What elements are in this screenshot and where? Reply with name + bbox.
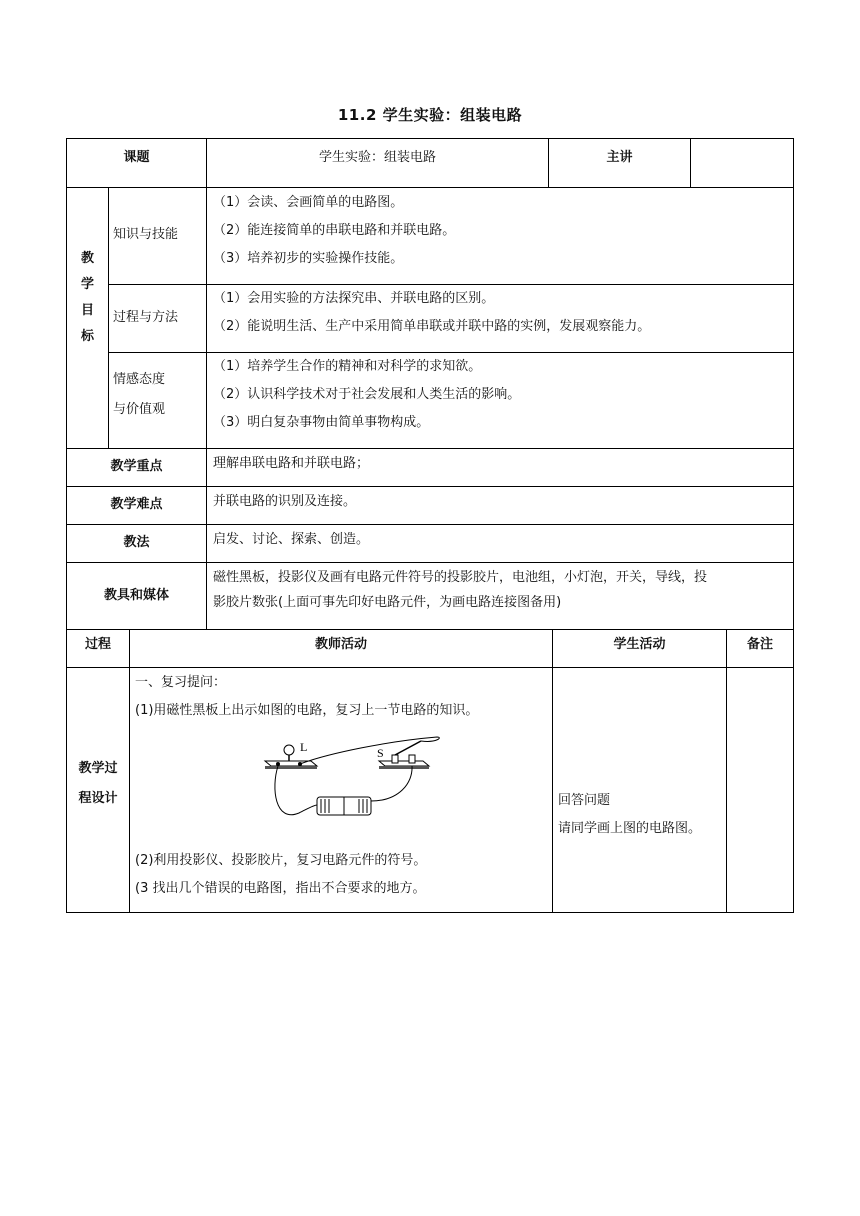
key-point-label: 教学重点 — [110, 459, 163, 475]
list-item: （1）培养学生合作的精神和对科学的求知欲。 — [213, 359, 482, 374]
note-cell — [727, 668, 793, 912]
process-row-label: 教学过 程设计 — [78, 761, 118, 806]
emotion-items — [213, 353, 791, 437]
topic-value: 学生实验：组装电路 — [318, 149, 436, 165]
lecturer-value — [691, 139, 793, 187]
switch-label: S — [377, 746, 384, 760]
difficulty-value: 并联电路的识别及连接。 — [213, 494, 357, 509]
key-point-value: 理解串联电路和并联电路； — [213, 456, 370, 471]
student-line-1: 回答问题 — [558, 793, 611, 808]
media-label: 教具和媒体 — [103, 587, 169, 603]
knowledge-items — [213, 189, 791, 273]
objectives-label: 教 学 目 标 — [80, 250, 94, 344]
header-process: 过程 — [84, 636, 111, 652]
difficulty-label: 教学难点 — [110, 497, 163, 513]
list-item: （2）能说明生活、生产中采用简单串联或并联中路的实例，发展观察能力。 — [213, 319, 651, 334]
knowledge-label: 知识与技能 — [113, 227, 179, 243]
lecturer-label: 主讲 — [606, 149, 633, 165]
process-table — [66, 629, 794, 913]
method-label: 教法 — [123, 535, 150, 551]
circuit-diagram — [259, 733, 449, 831]
list-item: （3）培养初步的实验操作技能。 — [213, 251, 404, 266]
header-teacher: 教师活动 — [314, 636, 367, 652]
list-item: （1）会用实验的方法探究串、并联电路的区别。 — [213, 291, 495, 306]
process-items — [213, 285, 791, 341]
lesson-info-table — [66, 138, 794, 630]
topic-label: 课题 — [123, 149, 150, 165]
list-item: （3）明白复杂事物由简单事物构成。 — [213, 415, 430, 430]
emotion-label: 情感态度 与价值观 — [113, 372, 166, 417]
teacher-line-4: (3 找出几个错误的电路图，指出不合要求的地方。 — [135, 881, 426, 896]
page-title: 11.2 学生实验：组装电路 — [337, 106, 523, 124]
method-value: 启发、讨论、探索、创造。 — [213, 532, 370, 547]
teacher-line-3: (2)利用投影仪、投影胶片，复习电路元件的符号。 — [135, 853, 427, 868]
list-item: （2）能连接简单的串联电路和并联电路。 — [213, 223, 456, 238]
header-student: 学生活动 — [613, 636, 666, 652]
header-note: 备注 — [746, 636, 773, 652]
list-item: （2）认识科学技术对于社会发展和人类生活的影响。 — [213, 387, 521, 402]
student-line-2: 请同学画上图的电路图。 — [558, 821, 702, 836]
media-value: 磁性黑板，投影仪及画有电路元件符号的投影胶片，电池组，小灯泡，开关，导线，投 影胶片数张(上面可事先印好电路元件，为画电路连接图备用) — [213, 570, 708, 610]
lamp-label: L — [300, 740, 308, 754]
teacher-line-2: (1)用磁性黑板上出示如图的电路，复习上一节电路的知识。 — [135, 703, 479, 718]
teacher-line-1: 一、复习提问： — [135, 675, 227, 690]
list-item: （1）会读、会画简单的电路图。 — [213, 195, 404, 210]
process-label: 过程与方法 — [113, 310, 179, 326]
